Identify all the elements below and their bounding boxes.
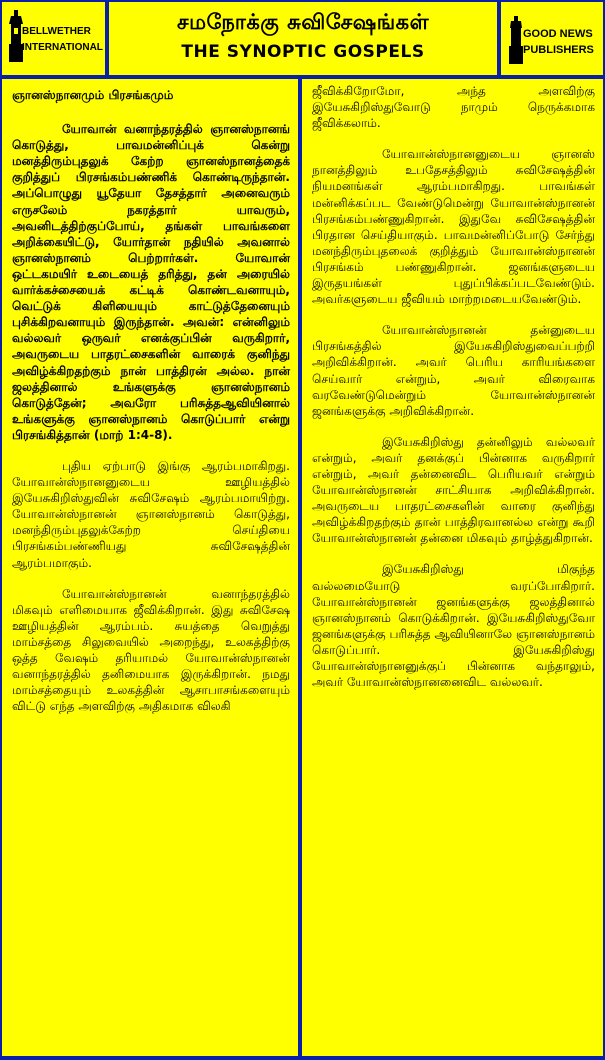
publisher-left-line2: INTERNATIONAL	[22, 42, 103, 53]
publisher-right-line1: GOOD NEWS	[523, 28, 593, 40]
publisher-logo-left	[2, 2, 105, 75]
section-heading: ஞானஸ்நானமும் பிரசங்கமும்	[12, 88, 174, 102]
title-tamil: சமநோக்கு சுவிசேஷங்கள்	[176, 10, 430, 34]
paragraph: புதிய ஏற்பாடு இங்கு ஆரம்பமாகிறது. யோவான்ஸ்நானனுடைய ஊழியத்தில் இயேசுகிறிஸ்துவின் சுவிசேஷம் ஆரம்பமாயிற்று. யோவான்ஸ்நானன் ஞானஸ்நானம் கொடுத்து, மனந்திரும்புதலுக்கேற்ற செய்தியை பிரசங்கம்பண்ணியது சுவிசேஷத்தின் ஆரம்பமாகும்.	[12, 458, 290, 570]
paragraph: இயேசுகிறிஸ்து மிகுந்த வல்லமையோடு வரப்போகிறார். யோவான்ஸ்நானன் ஜனங்களுக்கு ஜலத்தினால் ஞானஸ்நானம் கொடுக்கிறான். இயேசுகிறிஸ்துவோ ஜனங்களுக்கு பரிசுத்த ஆவியினாலே ஞானஸ்நானம் கொடுப்பார். இயேசுகிறிஸ்து யோவான்ஸ்நானனுக்குப் பின்னாக வந்தாலும், அவர் யோவான்ஸ்நானனைவிட வல்லவர்.	[312, 562, 595, 690]
scripture-passage: யோவான் வனாந்தரத்தில் ஞானஸ்நானங் கொடுத்து, பாவமன்னிப்புக் கென்று மனத்திரும்புதலுக் கேற்ற ஞானஸ்நானத்தைக் குறித்துப் பிரசங்கம்பண்ணிக் கொண்டிருந்தான். அப்பொழுது யூதேயா தேசத்தார் அனைவரும் எருசலேம் நகரத்தார் யாவரும், அவனிடத்திற்குப்போய், தங்கள் பாவங்களை அறிக்கையிட்டு, யோர்தான் நதியில் அவனால் ஞானஸ்நானம் பெற்றார்கள். யோவான் ஒட்டகமயிர் உடையைத் தரித்து, தன் அரையில் வார்க்கச்சையைக் கட்டிக் கொண்டவனாயும், வெட்டுக் கிளியையும் காட்டுத்தேனையும் புசிக்கிறவனாயும் இருந்தான். அவன்: என்னிலும் வல்லவர் ஒருவர் எனக்குப்பின் வருகிறார், அவருடைய பாதரட்சைகளின் வாரைக் குனிந்து அவிழ்க்கிறதற்கும் நான் பாத்திரன் அல்ல. நான் ஜலத்தினால் உங்களுக்கு ஞானஸ்நானம் கொடுத்தேன்; அவரோ பரிசுத்தஆவியினால் உங்களுக்கு ஞானஸ்நானம் கொடுப்பார் என்று பிரசங்கித்தான் (மாற் 1:4-8).	[12, 122, 290, 442]
publisher-logo-right	[501, 2, 603, 75]
paragraph: யோவான்ஸ்நானன் தன்னுடைய பிரசங்கத்தில் இயேசுகிறிஸ்துவைப்பற்றி அறிவிக்கிறான். அவர் பெரிய காரியங்களை செய்வார் என்றும், அவர் விரைவாக வரவேண்டுமென்றும் யோவான்ஸ்நானன் ஜனங்களுக்கு அறிவிக்கிறான்.	[312, 323, 595, 418]
paragraph: ஜீவிக்கிறோமோ, அந்த அளவிற்கு இயேசுகிறிஸ்துவோடு நாமும் நெருக்கமாக ஜீவிக்கலாம்.	[312, 84, 595, 131]
publisher-left-line1: BELLWETHER	[22, 26, 91, 37]
title-banner	[109, 2, 497, 75]
left-column	[2, 79, 298, 1056]
paragraph: இயேசுகிறிஸ்து தன்னிலும் வல்லவர் என்றும், அவர் தனக்குப் பின்னாக வருகிறார் என்றும், அவர் தன்னைவிட பெரியவர் என்றும் யோவான்ஸ்நானன் சாட்சியாக அறிவிக்கிறான். அவருடைய பாதரட்சைகளின் வாரை குனிந்து அவிழ்க்கிறதற்கும் தான் பாத்திரவானல்ல என்று கூறி யோவான்ஸ்நானன் தன்னை மிகவும் தாழ்த்துகிறான்.	[312, 434, 595, 546]
right-column	[302, 79, 603, 1056]
paragraph: யோவான்ஸ்நானன் வனாந்தரத்தில் மிகவும் எளிமையாக ஜீவிக்கிறான். இது சுவிசேஷ ஊழியத்தின் ஆரம்பம். சுயத்தை வெறுத்து மாம்சத்தை சிலுவையில் அறைந்து, உலகத்திற்கு ஒத்த வேஷம் தரியாமல் யோவான்ஸ்நானன் வனாந்தரத்தில் தனிமையாக இருக்கிறான். நமது மாம்சத்தையும் உலகத்தின் ஆசாபாசங்களையும் விட்டு எந்த அளவிற்கு அதிகமாக விலகி	[12, 586, 290, 714]
publisher-right-line2: PUBLISHERS	[523, 44, 594, 56]
title-english: THE SYNOPTIC GOSPELS	[181, 42, 425, 62]
paragraph: யோவான்ஸ்நானனுடைய ஞானஸ் நானத்திலும் உபதேசத்திலும் சுவிசேஷத்தின் நியமனங்கள் ஆரம்பமாகிறது. பாவங்கள் மன்னிக்கப்பட வேண்டுமென்று யோவான்ஸ்நானன் பிரசங்கம்பண்ணுகிறான். இதுவே சுவிசேஷத்தின் பிரதான செய்தியாகும். பாவமன்னிப்போடு சேர்ந்து மனந்திரும்புதலைக் குறித்தும் யோவான்ஸ்நானன் பிரசங்கம் பண்ணுகிறான். ஜனங்களுடைய இருதயங்கள் புதுப்பிக்கப்படவேண்டும். அவர்களுடைய ஜீவியம் மாற்றமடையவேண்டும்.	[312, 147, 595, 307]
bell-tower-icon	[509, 16, 523, 64]
